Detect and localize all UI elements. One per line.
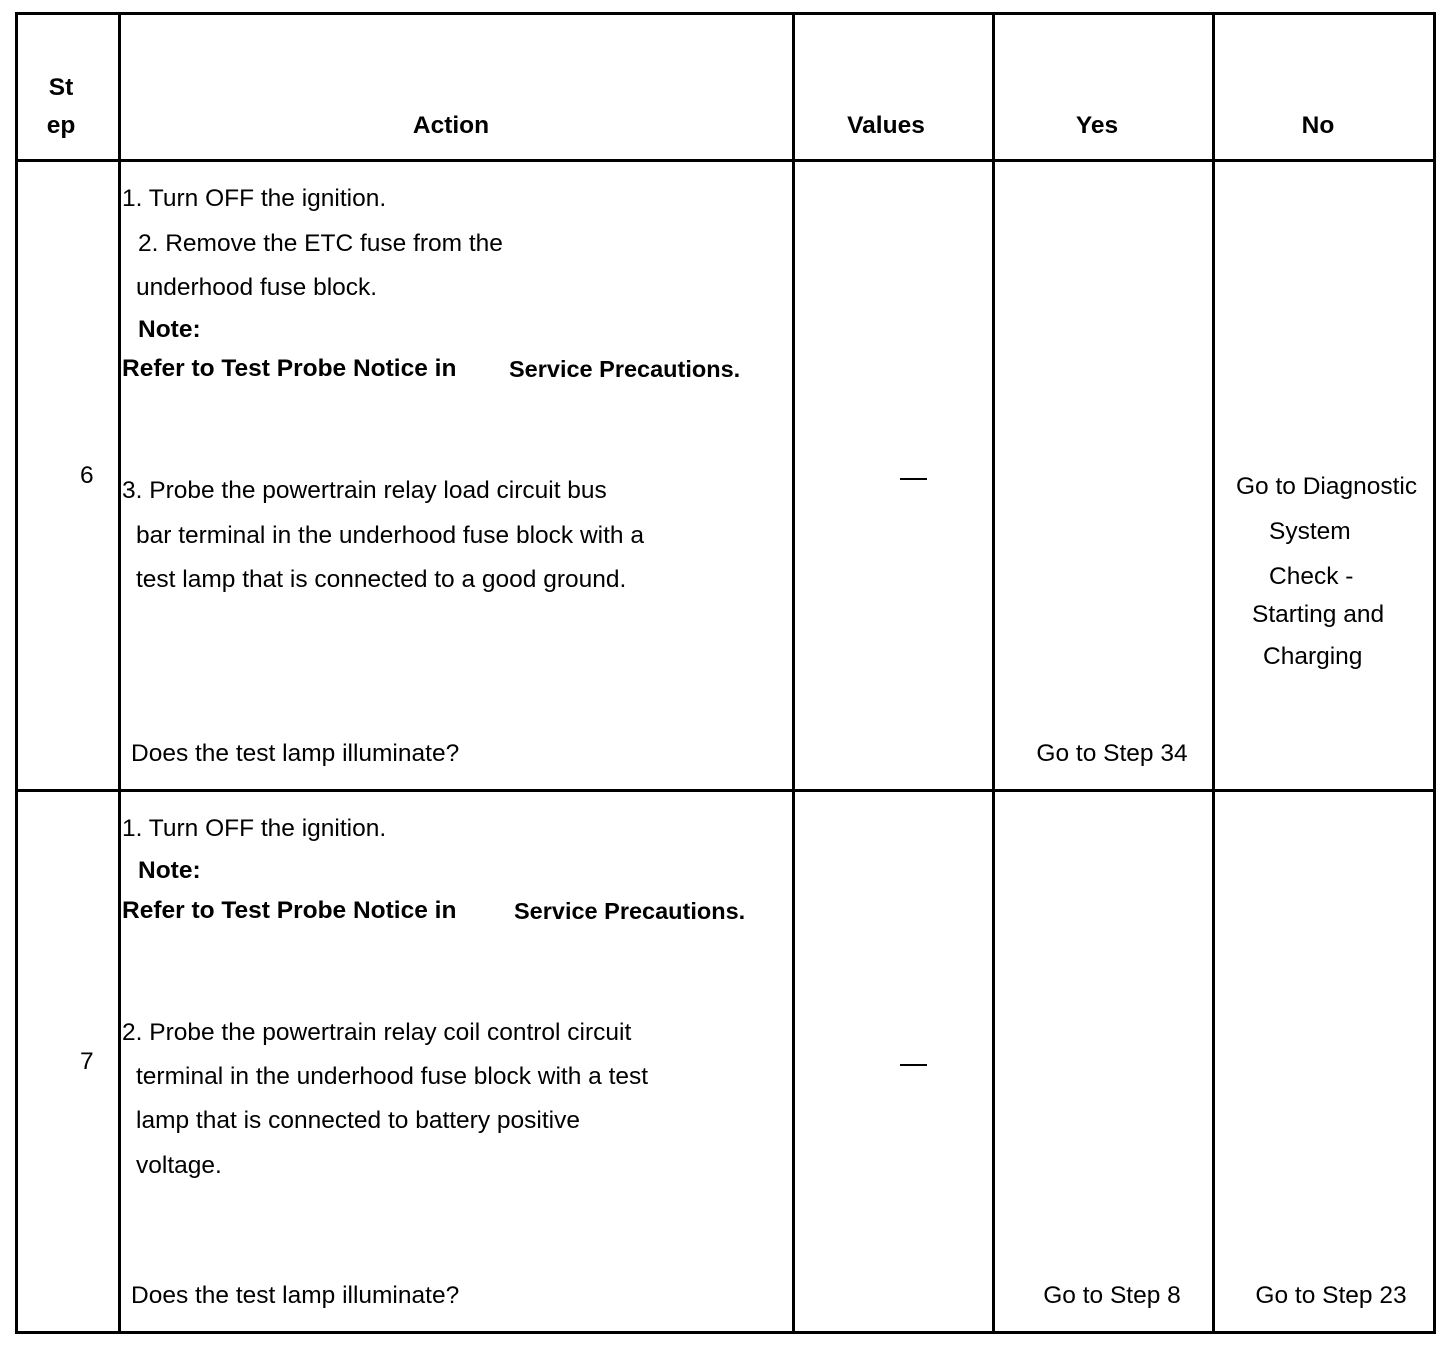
action-line: 1. Turn OFF the ignition.	[122, 815, 387, 842]
no-result-line: Starting and	[1252, 601, 1385, 628]
header-no: No	[1301, 112, 1335, 139]
action-line: 2. Remove the ETC fuse from the	[138, 230, 503, 257]
yes-result: Go to Step 8	[1043, 1282, 1181, 1309]
no-result: Go to Step 23	[1255, 1282, 1407, 1309]
action-question: Does the test lamp illuminate?	[131, 1282, 460, 1309]
step-number: 6	[80, 462, 94, 489]
no-result-line: Go to Diagnostic	[1236, 473, 1418, 500]
action-line: test lamp that is connected to a good ground.	[136, 566, 627, 593]
table-border-left	[15, 12, 18, 1334]
note-label: Note:	[138, 857, 201, 884]
note-text: Refer to Test Probe Notice in	[122, 897, 457, 924]
action-question: Does the test lamp illuminate?	[131, 740, 460, 767]
action-line: 1. Turn OFF the ignition.	[122, 185, 387, 212]
no-result-line: Check -	[1269, 563, 1354, 590]
table-border-bottom	[15, 1331, 1436, 1334]
action-line: 3. Probe the powertrain relay load circuit bus	[122, 477, 607, 504]
yes-result: Go to Step 34	[1036, 740, 1188, 767]
note-reference: Service Precautions.	[509, 356, 741, 382]
note-reference: Service Precautions.	[514, 898, 746, 924]
action-line: lamp that is connected to battery positive	[136, 1107, 580, 1134]
value-empty-dash	[900, 1050, 927, 1080]
no-result-line: Charging	[1263, 643, 1363, 670]
action-line: terminal in the underhood fuse block with a test	[136, 1063, 649, 1090]
column-divider	[992, 12, 995, 1334]
table-border-right	[1433, 12, 1436, 1334]
step-number: 7	[80, 1048, 94, 1075]
header-step: St	[48, 74, 74, 101]
header-action: Action	[412, 112, 490, 139]
action-line: voltage.	[136, 1152, 222, 1179]
table-border-top	[15, 12, 1436, 15]
note-text: Refer to Test Probe Notice in	[122, 355, 457, 382]
no-cell-clip	[1215, 160, 1433, 789]
action-line: 2. Probe the powertrain relay coil control circuit	[122, 1019, 632, 1046]
header-step: ep	[46, 112, 76, 139]
no-result-line: System	[1269, 518, 1351, 545]
header-values: Values	[847, 112, 925, 139]
action-line: underhood fuse block.	[136, 274, 378, 301]
column-divider	[118, 12, 121, 1334]
column-divider	[792, 12, 795, 1334]
row-divider	[15, 789, 1436, 792]
action-line: bar terminal in the underhood fuse block with a	[136, 522, 644, 549]
note-label: Note:	[138, 316, 201, 343]
header-yes: Yes	[1075, 112, 1119, 139]
value-empty-dash	[900, 464, 927, 494]
